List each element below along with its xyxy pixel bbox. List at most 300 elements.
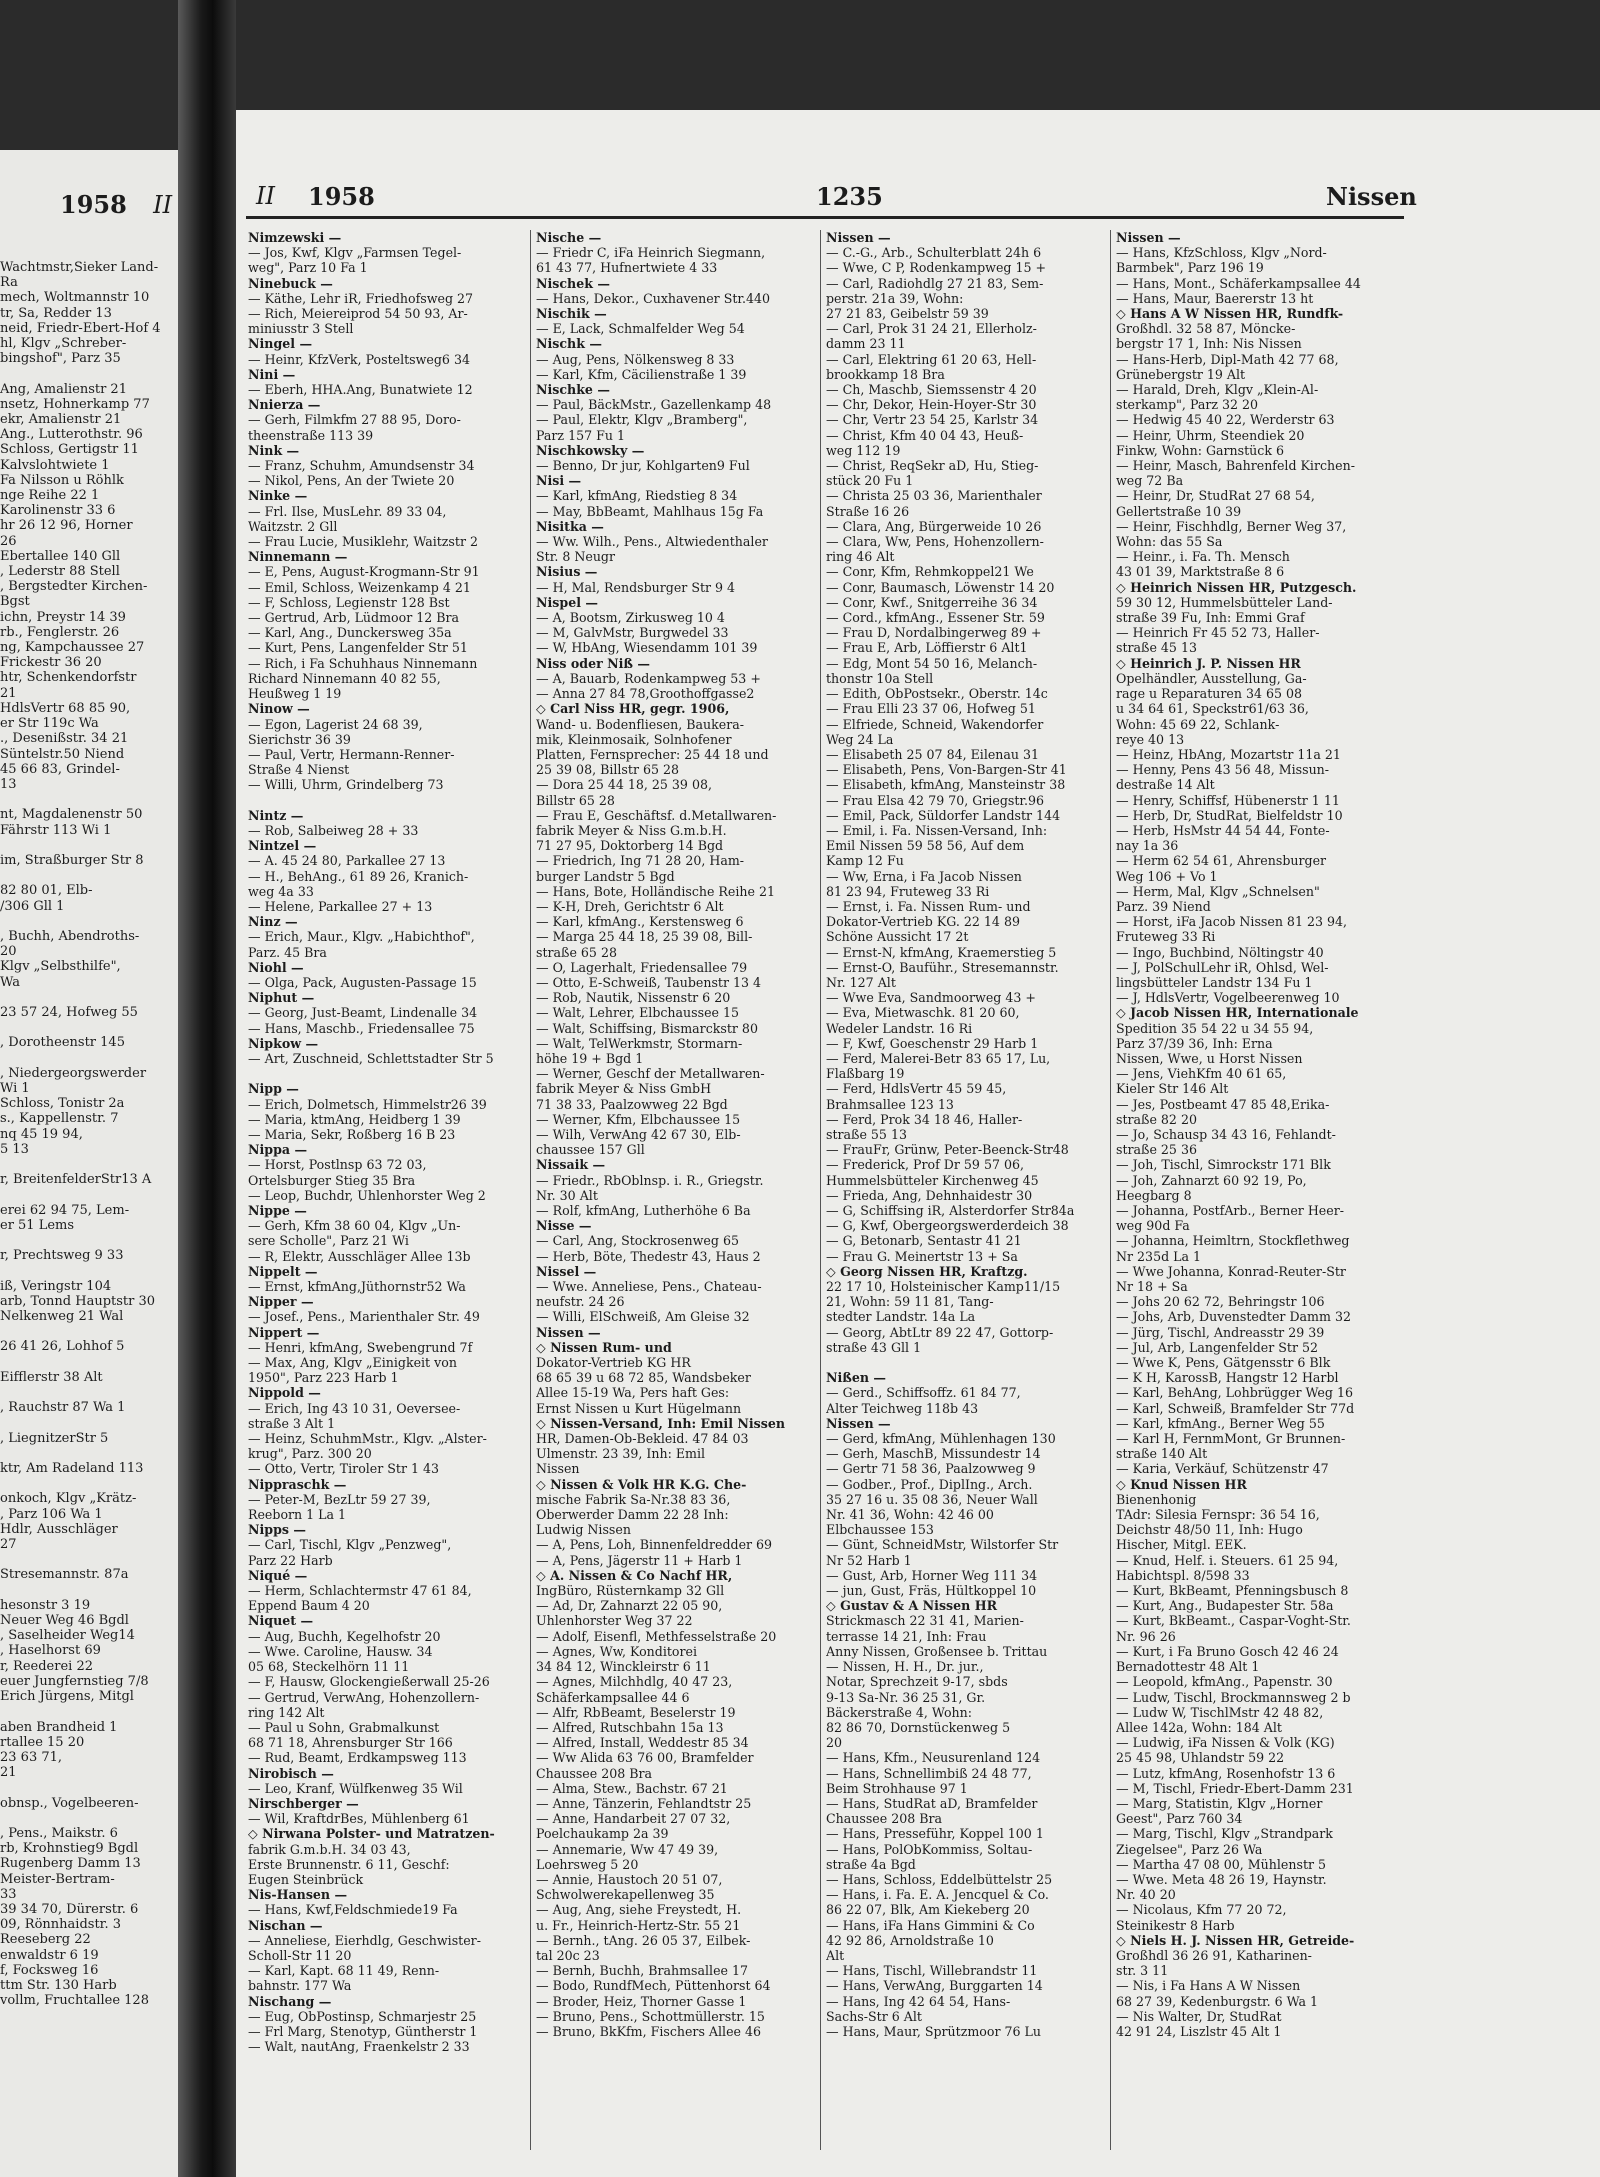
directory-entry-line: Nipkow — xyxy=(248,1035,319,1051)
directory-entry-line: — Heinz, SchuhmMstr., Klgv. „Alster- xyxy=(248,1431,487,1447)
directory-entry-line: Deichstr 48/50 11, Inh: Hugo xyxy=(1116,1522,1303,1538)
directory-entry-line: Nißen — xyxy=(826,1370,887,1386)
directory-entry-line: — Knud, Helf. i. Steuers. 61 25 94, xyxy=(1116,1552,1339,1568)
directory-entry-line: Habichtspl. 8/598 33 xyxy=(1116,1567,1250,1583)
directory-entry-line: — Wwe. Meta 48 26 19, Haynstr. xyxy=(1116,1871,1327,1887)
directory-entry-line: — Wilh, VerwAng 42 67 30, Elb- xyxy=(536,1126,741,1142)
directory-entry-line: Scholl-Str 11 20 xyxy=(248,1947,352,1963)
directory-entry-line: — Gust, Arb, Horner Weg 111 34 xyxy=(826,1567,1038,1583)
directory-entry-line: chaussee 157 Gll xyxy=(536,1142,645,1158)
directory-entry-line: — Anneliese, Eierhdlg, Geschwister- xyxy=(248,1932,481,1948)
directory-entry-line: — Hans, Dekor., Cuxhavener Str.440 xyxy=(536,290,771,306)
directory-entry-line: — Frau D, Nordalbingerweg 89 + xyxy=(826,625,1042,641)
left-page-entry-line: 26 41 26, Lohhof 5 xyxy=(0,1339,125,1355)
directory-entry-line: krug", Parz. 300 20 xyxy=(248,1446,372,1462)
directory-entry-line: Nischk — xyxy=(536,336,602,352)
directory-entry-line: — K H, KarossB, Hangstr 12 Harbl xyxy=(1116,1370,1339,1386)
directory-entry-line: Nini — xyxy=(248,366,296,382)
left-page-entry-line xyxy=(0,990,178,1005)
directory-entry-line: — Hans, Maur, Sprützmoor 76 Lu xyxy=(826,2023,1041,2039)
directory-entry-line: Nr. 127 Alt xyxy=(826,974,896,990)
directory-entry-line: mik, Kleinmosaik, Solnhofener xyxy=(536,731,732,747)
directory-entry-line: — Hans, Schnellimbiß 24 48 77, xyxy=(826,1765,1032,1781)
directory-entry-line: — Georg, Just-Beamt, Lindenalle 34 xyxy=(248,1005,478,1021)
directory-entry-line: — Chr, Vertr 23 54 25, Karlstr 34 xyxy=(826,412,1039,428)
left-page-entry-line: 39 34 70, Dürerstr. 6 xyxy=(0,1901,139,1917)
directory-entry-line: Ulmenstr. 23 39, Inh: Emil xyxy=(536,1446,706,1462)
left-page-entry-line xyxy=(0,1233,178,1248)
directory-entry-line: 42 91 24, Liszlstr 45 Alt 1 xyxy=(1116,2023,1282,2039)
directory-entry-line: — Carl, Prok 31 24 21, Ellerholz- xyxy=(826,321,1037,337)
directory-entry-line: — Hans, Mont., Schäferkampsallee 44 xyxy=(1116,275,1361,291)
directory-entry-line: — Karl H, FernmMont, Gr Brunnen- xyxy=(1116,1431,1346,1447)
directory-entry-line: stedter Landstr. 14a La xyxy=(826,1309,976,1325)
directory-entry-line: Nischik — xyxy=(536,306,607,322)
directory-entry-line: Poelchaukamp 2a 39 xyxy=(536,1826,669,1842)
directory-entry-line: — Cord., kfmAng., Essener Str. 59 xyxy=(826,610,1045,626)
directory-entry-line: Nr. 96 26 xyxy=(1116,1628,1176,1644)
directory-column-2 xyxy=(536,230,814,2170)
left-page-entry-line: Kalvslohtwiete 1 xyxy=(0,457,110,473)
directory-entry-line: Wand- u. Bodenfliesen, Baukera- xyxy=(536,716,745,732)
directory-entry-line: — Nis Walter, Dr, StudRat xyxy=(1116,2008,1282,2024)
directory-entry-line: — Chr, Dekor, Hein-Hoyer-Str 30 xyxy=(826,397,1037,413)
left-page-entry-line: , LiegnitzerStr 5 xyxy=(0,1430,109,1446)
directory-entry-line: Straße 16 26 xyxy=(826,503,910,519)
directory-entry-line: Oberwerder Damm 22 28 Inh: xyxy=(536,1507,729,1523)
left-page-entry-line xyxy=(0,1811,178,1826)
directory-entry-line: — Christa 25 03 36, Marienthaler xyxy=(826,488,1042,504)
left-page-entry-line xyxy=(0,868,178,883)
directory-entry-line: — Carl, Tischl, Klgv „Penzweg", xyxy=(248,1537,452,1553)
left-page-entry-line xyxy=(0,1415,178,1430)
directory-entry-line: — Joh, Tischl, Simrockstr 171 Blk xyxy=(1116,1157,1331,1173)
directory-entry-line: — Rob, Nautik, Nissenstr 6 20 xyxy=(536,990,731,1006)
directory-entry-line: — Bruno, Pens., Schottmüllerstr. 15 xyxy=(536,2008,765,2024)
directory-entry-line: fabrik G.m.b.H. 34 03 43, xyxy=(248,1841,411,1857)
left-page-entry-line: , Niedergeorgswerder xyxy=(0,1065,147,1081)
directory-entry-line: — Karl, kfmAng., Kerstensweg 6 xyxy=(536,914,744,930)
directory-entry-line: — Maria, Sekr, Roßberg 16 B 23 xyxy=(248,1126,456,1142)
directory-entry-line: — Frau E, Geschäftsf. d.Metallwaren- xyxy=(536,807,777,823)
left-page-entry-line: /306 Gll 1 xyxy=(0,898,65,914)
left-page-entry-line: vollm, Fruchtallee 128 xyxy=(0,1993,149,2009)
directory-entry-line: TAdr: Silesia Fernspr: 36 54 16, xyxy=(1116,1507,1320,1523)
directory-entry-line: — Emil, Pack, Süldorfer Landstr 144 xyxy=(826,807,1061,823)
directory-entry-line: — Gerd, kfmAng, Mühlenhagen 130 xyxy=(826,1431,1056,1447)
book-gutter xyxy=(178,0,236,2177)
directory-entry-line: Elbchaussee 153 xyxy=(826,1522,934,1538)
left-page-entry-line xyxy=(0,1187,178,1202)
directory-entry-line: — Henny, Pens 43 56 48, Missun- xyxy=(1116,762,1330,778)
directory-entry-line: — W, HbAng, Wiesendamm 101 39 xyxy=(536,640,758,656)
directory-entry-line: — Kurt, i Fa Bruno Gosch 42 46 24 xyxy=(1116,1643,1339,1659)
left-page-entry-line: HdlsVertr 68 85 90, xyxy=(0,700,131,716)
directory-entry-line: Nische — xyxy=(536,230,602,245)
directory-entry-line: — Johanna, Heimltrn, Stockflethweg xyxy=(1116,1233,1350,1249)
directory-entry-line: ◇ Nissen & Volk HR K.G. Che- xyxy=(536,1476,747,1492)
directory-entry-line: terrasse 14 21, Inh: Frau xyxy=(826,1628,987,1644)
directory-entry-line: — Hans, iFa Hans Gimmini & Co xyxy=(826,1917,1035,1933)
left-page-entry-line: , Bergstedter Kirchen- xyxy=(0,579,148,595)
left-page-entry-line: nq 45 19 94, xyxy=(0,1126,83,1142)
left-page-entry-line: tr, Sa, Redder 13 xyxy=(0,305,112,321)
directory-entry-line: — Willi, ElSchweiß, Am Gleise 32 xyxy=(536,1309,750,1325)
directory-entry-line: Nintz — xyxy=(248,807,304,823)
left-page-entry-line: , Parz 106 Wa 1 xyxy=(0,1506,103,1522)
left-page-entry-line: hl, Klgv „Schreber- xyxy=(0,336,127,352)
directory-entry-line: ◇ A. Nissen & Co Nachf HR, xyxy=(536,1567,733,1583)
left-page-entry-line: ., Desenißstr. 34 21 xyxy=(0,731,129,747)
left-page-entry-line: Schloss, Gertigstr 11 xyxy=(0,442,139,458)
left-page-entry-line: 21 xyxy=(0,685,17,701)
left-page-entry-line: rb., Fenglerstr. 26 xyxy=(0,624,120,640)
directory-entry-line: Nink — xyxy=(248,442,300,458)
directory-entry-line: — Wwe. Caroline, Hausw. 34 xyxy=(248,1643,433,1659)
directory-entry-line: — Harald, Dreh, Klgv „Klein-Al- xyxy=(1116,382,1319,398)
directory-entry-line: 27 21 83, Geibelstr 59 39 xyxy=(826,306,989,322)
directory-entry-line: — Ingo, Buchbind, Nöltingstr 40 xyxy=(1116,944,1324,960)
directory-entry-line: — Max, Ang, Klgv „Einigkeit von xyxy=(248,1355,457,1371)
directory-entry-line: — Herb, HsMstr 44 54 44, Fonte- xyxy=(1116,822,1330,838)
directory-entry-line: — M, GalvMstr, Burgwedel 33 xyxy=(536,625,729,641)
directory-entry-line: — Broder, Heiz, Thorner Gasse 1 xyxy=(536,1993,747,2009)
left-page-entry-line: Ang, Amalienstr 21 xyxy=(0,381,127,397)
left-page-entry-line: Schloss, Tonistr 2a xyxy=(0,1096,125,1112)
directory-entry-line: straße 39 Fu, Inh: Emmi Graf xyxy=(1116,610,1305,626)
directory-entry-line: 71 27 95, Doktorberg 14 Bgd xyxy=(536,838,724,854)
directory-entry-line: — Karl, Kapt. 68 11 49, Renn- xyxy=(248,1963,440,1979)
left-page-entry-line: Wa xyxy=(0,974,20,990)
directory-entry-line: Nr. 41 36, Wohn: 42 46 00 xyxy=(826,1507,994,1523)
directory-entry-line: weg", Parz 10 Fa 1 xyxy=(248,260,368,276)
directory-entry-line: 68 27 39, Kedenburgstr. 6 Wa 1 xyxy=(1116,1993,1319,2009)
directory-entry-line: Ortelsburger Stieg 35 Bra xyxy=(248,1172,416,1188)
directory-entry-line: Sierichstr 36 39 xyxy=(248,731,351,747)
directory-entry-line: Emil Nissen 59 58 56, Auf dem xyxy=(826,838,1025,854)
directory-entry-line: — R, Elektr, Ausschläger Allee 13b xyxy=(248,1248,471,1264)
directory-entry-line: — A, Bootsm, Zirkusweg 10 4 xyxy=(536,610,725,626)
directory-entry-line: — Walt, nautAng, Fraenkelstr 2 33 xyxy=(248,2039,470,2055)
left-page-entry-line: 09, Rönnhaidstr. 3 xyxy=(0,1917,121,1933)
directory-entry-line xyxy=(248,793,526,808)
left-page-entry-line: , Pens., Maikstr. 6 xyxy=(0,1825,118,1841)
left-page-entry-line: 20 xyxy=(0,944,17,960)
left-page-entry-line: er 51 Lems xyxy=(0,1217,75,1233)
directory-entry-line: — Henri, kfmAng, Swebengrund 7f xyxy=(248,1339,473,1355)
directory-entry-line: thonstr 10a Stell xyxy=(826,670,934,686)
directory-entry-line: ◇ Heinrich J. P. Nissen HR xyxy=(1116,655,1301,671)
left-page-entry-line: onkoch, Klgv „Krätz- xyxy=(0,1491,137,1507)
directory-entry-line: Nischek — xyxy=(536,275,610,291)
directory-entry-line: Ernst Nissen u Kurt Hügelmann xyxy=(536,1400,742,1416)
left-page-entry-line xyxy=(0,1020,178,1035)
directory-entry-line: — Jos, Kwf, Klgv „Farmsen Tegel- xyxy=(248,245,462,261)
left-page-entry-line xyxy=(0,1476,178,1491)
directory-entry-line: — Elisabeth, Pens, Von-Bargen-Str 41 xyxy=(826,762,1067,778)
directory-entry-line: — Hans, Ing 42 64 54, Hans- xyxy=(826,1993,1011,2009)
left-page-entry-line: r, Reederei 22 xyxy=(0,1658,93,1674)
directory-entry-line: u. Fr., Heinrich-Hertz-Str. 55 21 xyxy=(536,1917,741,1933)
directory-entry-line: ◇ Gustav & A Nissen HR xyxy=(826,1598,998,1614)
left-page-entry-line: Frickestr 36 20 xyxy=(0,655,102,671)
left-page-year: 1958 xyxy=(60,190,127,219)
directory-entry-line: Kamp 12 Fu xyxy=(826,853,904,869)
directory-entry-line: Wohn: das 55 Sa xyxy=(1116,534,1223,550)
directory-entry-line: Parz 37/39 36, Inh: Erna xyxy=(1116,1035,1273,1051)
directory-entry-line: Ninnemann — xyxy=(248,549,348,565)
left-page-entry-line xyxy=(0,1552,178,1567)
left-page-entry-line: nge Reihe 22 1 xyxy=(0,488,100,504)
directory-entry-line: Nissaik — xyxy=(536,1157,606,1173)
directory-entry-line: — Ww Alida 63 76 00, Bramfelder xyxy=(536,1750,754,1766)
directory-entry-line: Grünebergstr 19 Alt xyxy=(1116,366,1246,382)
directory-entry-line: Nintzel — xyxy=(248,838,317,854)
directory-entry-line: — Nikol, Pens, An der Twiete 20 xyxy=(248,473,455,489)
header-rule xyxy=(246,216,1404,219)
directory-entry-line: — Josef., Pens., Marienthaler Str. 49 xyxy=(248,1309,480,1325)
directory-entry-line: Hischer, Mitgl. EEK. xyxy=(1116,1537,1247,1553)
directory-entry-line: — Gerh, MaschB, Missundestr 14 xyxy=(826,1446,1041,1462)
directory-entry-line: ring 142 Alt xyxy=(248,1704,325,1720)
directory-entry-line: Nischan — xyxy=(248,1917,323,1933)
directory-entry-line: 22 17 10, Holsteinischer Kamp11/15 xyxy=(826,1279,1061,1295)
directory-entry-line: — Marg, Tischl, Klgv „Strandpark xyxy=(1116,1826,1333,1842)
directory-entry-line: — Egon, Lagerist 24 68 39, xyxy=(248,716,423,732)
directory-entry-line: — Hans, Presseführ, Koppel 100 1 xyxy=(826,1826,1044,1842)
directory-entry-line: ◇ Knud Nissen HR xyxy=(1116,1476,1247,1492)
directory-entry-line: — Ad, Dr, Zahnarzt 22 05 90, xyxy=(536,1598,723,1614)
directory-entry-line: — Jürg, Tischl, Andreasstr 29 39 xyxy=(1116,1324,1325,1340)
left-page-entry-line: , Haselhorst 69 xyxy=(0,1643,101,1659)
left-page-entry-line: ktr, Am Radeland 113 xyxy=(0,1461,144,1477)
directory-entry-line: ◇ Heinrich Nissen HR, Putzgesch. xyxy=(1116,579,1357,595)
directory-entry-line: — Marga 25 44 18, 25 39 08, Bill- xyxy=(536,929,753,945)
directory-entry-line: Finkw, Wohn: Garnstück 6 xyxy=(1116,442,1284,458)
directory-entry-line: — Anne, Handarbeit 27 07 32, xyxy=(536,1811,731,1827)
directory-entry-line: — O, Lagerhalt, Friedensallee 79 xyxy=(536,959,748,975)
directory-entry-line: — Friedr C, iFa Heinrich Siegmann, xyxy=(536,245,766,261)
directory-entry-line: — Heinr., i. Fa. Th. Mensch xyxy=(1116,549,1290,565)
directory-entry-line: Sachs-Str 6 Alt xyxy=(826,2008,922,2024)
directory-entry-line xyxy=(248,1066,526,1081)
directory-entry-line: 86 22 07, Blk, Am Kiekeberg 20 xyxy=(826,1902,1030,1918)
directory-entry-line: — Ww, Erna, i Fa Jacob Nissen xyxy=(826,868,1022,884)
directory-entry-line: — Eva, Mietwaschk. 81 20 60, xyxy=(826,1005,1020,1021)
directory-entry-line: Nissen — xyxy=(536,1324,601,1340)
left-page-entry-line xyxy=(0,1583,178,1598)
directory-entry-line: Nisius — xyxy=(536,564,598,580)
directory-entry-line: 42 92 86, Arnoldstraße 10 xyxy=(826,1932,994,1948)
left-page-entry-line: r, Prechtsweg 9 33 xyxy=(0,1248,124,1264)
directory-entry-line: — Frau G. Meinertstr 13 + Sa xyxy=(826,1248,1018,1264)
directory-entry-line: — Emil, Schloss, Weizenkamp 4 21 xyxy=(248,579,471,595)
left-page-entry-line: bingshof", Parz 35 xyxy=(0,351,121,367)
directory-entry-line: destraße 14 Alt xyxy=(1116,777,1215,793)
directory-entry-line: 81 23 94, Fruteweg 33 Ri xyxy=(826,883,990,899)
directory-entry-line: 68 71 18, Ahrensburger Str 166 xyxy=(248,1735,453,1751)
directory-entry-line: weg 90d Fa xyxy=(1116,1218,1190,1234)
directory-entry-line: — Karia, Verkäuf, Schützenstr 47 xyxy=(1116,1461,1329,1477)
directory-entry-line: — Carl, Elektring 61 20 63, Hell- xyxy=(826,351,1037,367)
directory-entry-line: Allee 142a, Wohn: 184 Alt xyxy=(1116,1719,1282,1735)
directory-entry-line: — Karl, Schweiß, Bramfelder Str 77d xyxy=(1116,1400,1355,1416)
column-divider xyxy=(530,230,531,2150)
left-page-entry-line: erei 62 94 75, Lem- xyxy=(0,1202,130,1218)
directory-entry-line: — Karl, kfmAng, Riedstieg 8 34 xyxy=(536,488,738,504)
directory-entry-line: — Ernst, kfmAng,Jüthornstr52 Wa xyxy=(248,1279,466,1295)
directory-entry-line: 34 84 12, Winckleirstr 6 11 xyxy=(536,1659,711,1675)
directory-entry-line: Brahmsallee 123 13 xyxy=(826,1096,954,1112)
directory-entry-line: Bäckerstraße 4, Wohn: xyxy=(826,1704,972,1720)
left-page-entry-line: Klgv „Selbsthilfe", xyxy=(0,959,121,975)
directory-entry-line: — Adolf, Eisenfl, Methfesselstraße 20 xyxy=(536,1628,777,1644)
directory-entry-line: straße 43 Gll 1 xyxy=(826,1339,922,1355)
directory-entry-line: 59 30 12, Hummelsbütteler Land- xyxy=(1116,594,1333,610)
directory-entry-line: — Rich, i Fa Schuhhaus Ninnemann xyxy=(248,655,478,671)
left-page-entry-line: Rugenberg Damm 13 xyxy=(0,1856,141,1872)
directory-entry-line: — Ernst-N, kfmAng, Kraemerstieg 5 xyxy=(826,944,1057,960)
directory-entry-line: — Walt, Lehrer, Elbchaussee 15 xyxy=(536,1005,740,1021)
directory-entry-line: Nisitka — xyxy=(536,518,604,534)
directory-entry-line: — jun, Gust, Fräs, Hültkoppel 10 xyxy=(826,1583,1037,1599)
directory-entry-line: — Hans, Maur, Baererstr 13 ht xyxy=(1116,290,1314,306)
directory-entry-line: — Ferd, HdlsVertr 45 59 45, xyxy=(826,1081,1007,1097)
directory-entry-line: Schöne Aussicht 17 2t xyxy=(826,929,969,945)
directory-entry-line: — Gertrud, VerwAng, Hohenzollern- xyxy=(248,1689,480,1705)
directory-entry-line: reye 40 13 xyxy=(1116,731,1185,747)
directory-entry-line: — Frieda, Ang, Dehnhaidestr 30 xyxy=(826,1187,1033,1203)
directory-entry-line: — Jens, ViehKfm 40 61 65, xyxy=(1116,1066,1287,1082)
directory-entry-line: — Jes, Postbeamt 47 85 48,Erika- xyxy=(1116,1096,1330,1112)
directory-entry-line: — Wwe, C P, Rodenkampweg 15 + xyxy=(826,260,1047,276)
directory-entry-line: 25 39 08, Billstr 65 28 xyxy=(536,762,680,778)
directory-entry-line: straße 4a Bgd xyxy=(826,1856,916,1872)
directory-entry-line: — Hans, Kfm., Neusurenland 124 xyxy=(826,1750,1041,1766)
directory-entry-line: — G, Betonarb, Sentastr 41 21 xyxy=(826,1233,1022,1249)
directory-entry-line: — Horst, Postlnsp 63 72 03, xyxy=(248,1157,427,1173)
column-divider xyxy=(1110,230,1111,2150)
directory-entry-line: Kieler Str 146 Alt xyxy=(1116,1081,1229,1097)
directory-entry-line: IngBüro, Rüsternkamp 32 Gll xyxy=(536,1583,725,1599)
directory-entry-line: — Karl, Kfm, Cäcilienstraße 1 39 xyxy=(536,366,747,382)
directory-entry-line: Ziegelsee", Parz 26 Wa xyxy=(1116,1841,1263,1857)
directory-entry-line: — Jul, Arb, Langenfelder Str 52 xyxy=(1116,1339,1318,1355)
directory-entry-line: — Eberh, HHA.Ang, Bunatwiete 12 xyxy=(248,382,473,398)
left-page-entry-line xyxy=(0,1051,178,1066)
left-page-entry-line: Reeseberg 22 xyxy=(0,1932,91,1948)
directory-entry-line: 21, Wohn: 59 11 81, Tang- xyxy=(826,1294,994,1310)
directory-entry-line: bahnstr. 177 Wa xyxy=(248,1978,352,1994)
directory-entry-line: — J, HdlsVertr, Vogelbeerenweg 10 xyxy=(1116,990,1340,1006)
left-page-entry-line: Ebertallee 140 Gll xyxy=(0,548,121,564)
left-page-entry-line: f, Focksweg 16 xyxy=(0,1962,99,1978)
directory-entry-line: — F, Schloss, Legienstr 128 Bst xyxy=(248,594,450,610)
directory-entry-line: brookkamp 18 Bra xyxy=(826,366,945,382)
directory-entry-line: Nischkowsky — xyxy=(536,442,645,458)
directory-entry-line: — Gerh, Kfm 38 60 04, Klgv „Un- xyxy=(248,1218,461,1234)
right-page xyxy=(236,110,1600,2177)
directory-entry-line: weg 4a 33 xyxy=(248,883,314,899)
directory-entry-line: — Annie, Haustoch 20 51 07, xyxy=(536,1871,723,1887)
left-page-entry-line: htr, Schenkendorfstr xyxy=(0,670,137,686)
directory-entry-line: Uhlenhorster Weg 37 22 xyxy=(536,1613,693,1629)
directory-entry-line: — Erich, Ing 43 10 31, Oeversee- xyxy=(248,1400,461,1416)
directory-entry-line: straße 82 20 xyxy=(1116,1111,1197,1127)
left-page-entry-line: nt, Magdalenenstr 50 xyxy=(0,807,143,823)
directory-entry-line: straße 65 28 xyxy=(536,944,617,960)
left-page-entry-line: 23 63 71, xyxy=(0,1749,63,1765)
directory-entry-line: — Frl Marg, Stenotyp, Güntherstr 1 xyxy=(248,2023,478,2039)
directory-entry-line: — Maria, ktmAng, Heidberg 1 39 xyxy=(248,1111,461,1127)
directory-entry-line: — Frau Elsa 42 79 70, Griegstr.96 xyxy=(826,792,1045,808)
directory-entry-line: — Paul, Elektr, Klgv „Bramberg", xyxy=(536,412,748,428)
directory-entry-line: — Hans, Kwf,Feldschmiede19 Fa xyxy=(248,1902,458,1918)
directory-entry-line: — E, Pens, August-Krogmann-Str 91 xyxy=(248,564,480,580)
directory-entry-line: Nirobisch — xyxy=(248,1765,334,1781)
directory-entry-line: Nr 52 Harb 1 xyxy=(826,1552,912,1568)
directory-entry-line: — Hans, Bote, Holländische Reihe 21 xyxy=(536,883,775,899)
directory-entry-line: lingsbütteler Landstr 134 Fu 1 xyxy=(1116,974,1313,990)
directory-entry-line: — Horst, iFa Jacob Nissen 81 23 94, xyxy=(1116,914,1348,930)
left-page-entry-line: 27 xyxy=(0,1537,17,1553)
directory-entry-line: str. 3 11 xyxy=(1116,1963,1169,1979)
directory-entry-line: — Alma, Stew., Bachstr. 67 21 xyxy=(536,1780,728,1796)
directory-entry-line: — Erich, Maur., Klgv. „Habichthof", xyxy=(248,929,475,945)
directory-entry-line: — Heinr, Masch, Bahrenfeld Kirchen- xyxy=(1116,458,1355,474)
directory-entry-line: Dokator-Vertrieb KG HR xyxy=(536,1355,691,1371)
directory-entry-line: — Otto, E-Schweiß, Taubenstr 13 4 xyxy=(536,974,762,990)
directory-entry-line: — Frl. Ilse, MusLehr. 89 33 04, xyxy=(248,503,447,519)
directory-entry-line: Nr. 40 20 xyxy=(1116,1887,1176,1903)
directory-entry-line: Nimzewski — xyxy=(248,230,342,245)
directory-entry-line: Großhdl 36 26 91, Katharinen- xyxy=(1116,1947,1312,1963)
right-page-part: II xyxy=(256,182,275,210)
directory-entry-line: — Kurt, BkBeamt., Caspar-Voght-Str. xyxy=(1116,1613,1351,1629)
directory-entry-line: — Carl, Ang, Stockrosenweg 65 xyxy=(536,1233,739,1249)
directory-entry-line: — Christ, ReqSekr aD, Hu, Stieg- xyxy=(826,458,1039,474)
left-page-entry-line: Fährstr 113 Wi 1 xyxy=(0,822,112,838)
directory-entry-line: bergstr 17 1, Inh: Nis Nissen xyxy=(1116,336,1302,352)
left-page-entry-line: Bgst xyxy=(0,594,30,610)
directory-entry-line: — Ferd, Prok 34 18 46, Haller- xyxy=(826,1111,1023,1127)
directory-entry-line: 43 01 39, Marktstraße 8 6 xyxy=(1116,564,1285,580)
left-page-entry-line: Süntelstr.50 Niend xyxy=(0,746,125,762)
directory-entry-line: — Ernst, i. Fa. Nissen Rum- und xyxy=(826,898,1031,914)
directory-entry-line: Eugen Steinbrück xyxy=(248,1871,364,1887)
directory-entry-line: — Christ, Kfm 40 04 43, Heuß- xyxy=(826,427,1024,443)
left-page-entry-line: Nelkenweg 21 Wal xyxy=(0,1309,124,1325)
directory-entry-line: Großhdl. 32 58 87, Möncke- xyxy=(1116,321,1296,337)
directory-entry-line: mische Fabrik Sa-Nr.38 83 36, xyxy=(536,1491,731,1507)
left-page-entry-line: Erich Jürgens, Mitgl xyxy=(0,1689,134,1705)
left-page-entry-line: nsetz, Hohnerkamp 77 xyxy=(0,396,150,412)
directory-entry-line xyxy=(826,1355,1104,1370)
directory-entry-line: sterkamp", Parz 32 20 xyxy=(1116,397,1259,413)
directory-entry-line: — Rud, Beamt, Erdkampsweg 113 xyxy=(248,1750,467,1766)
directory-entry-line: Wohn: 45 69 22, Schlank- xyxy=(1116,716,1280,732)
directory-entry-line: — Annemarie, Ww 47 49 39, xyxy=(536,1841,719,1857)
directory-entry-line: — Ch, Maschb, Siemssenstr 4 20 xyxy=(826,382,1037,398)
directory-entry-line: Nr. 30 Alt xyxy=(536,1187,598,1203)
directory-entry-line: — F, Hausw, Glockengießerwall 25-26 xyxy=(248,1674,490,1690)
left-page-entries xyxy=(0,260,178,2008)
directory-entry-line: Parz. 39 Niend xyxy=(1116,898,1211,914)
directory-entry-line: — Conr, Kfm, Rehmkoppel21 We xyxy=(826,564,1034,580)
directory-entry-line: Nissen, Wwe, u Horst Nissen xyxy=(1116,1050,1303,1066)
directory-entry-line: Strickmasch 22 31 41, Marien- xyxy=(826,1613,1024,1629)
directory-entry-line: — Carl, Radiohdlg 27 21 83, Sem- xyxy=(826,275,1044,291)
